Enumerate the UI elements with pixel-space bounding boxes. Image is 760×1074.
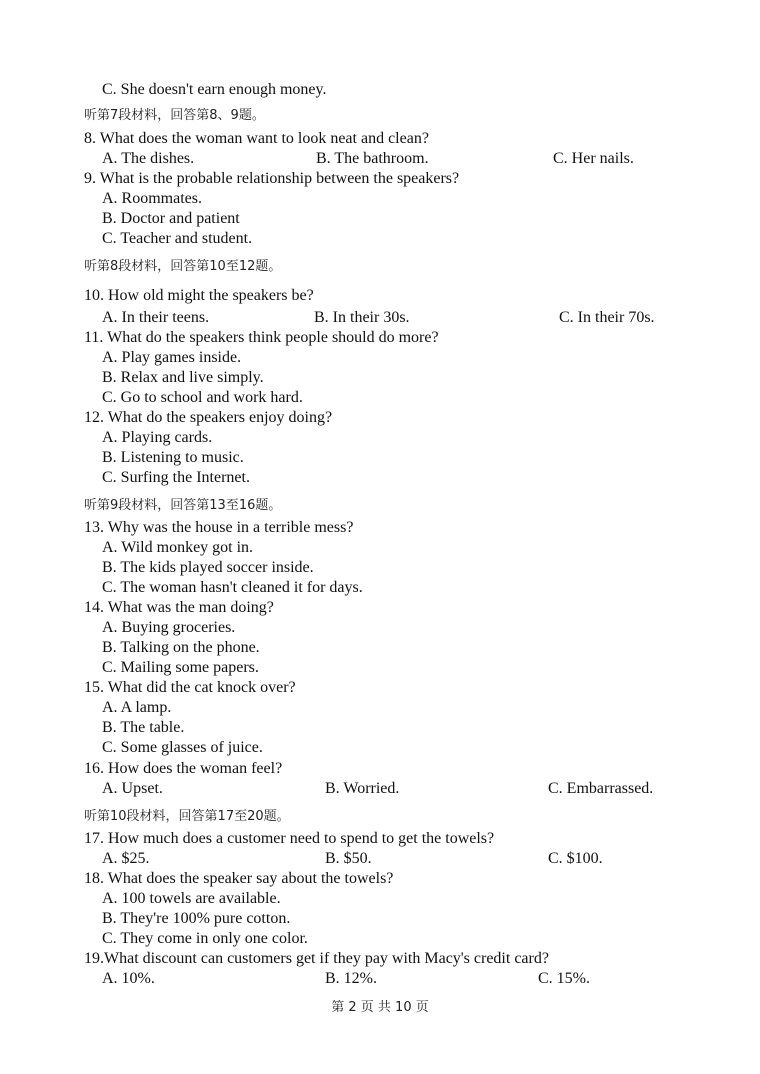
question-11: 11. What do the speakers think people should do more?: [84, 329, 439, 346]
q14-option-c: C. Mailing some papers.: [102, 659, 259, 676]
q12-option-c: C. Surfing the Internet.: [102, 469, 250, 486]
q19-option-c: C. 15%.: [538, 970, 590, 987]
q14-option-b: B. Talking on the phone.: [102, 639, 260, 656]
q13-option-a: A. Wild monkey got in.: [102, 539, 254, 556]
question-12: 12. What do the speakers enjoy doing?: [84, 409, 333, 426]
q15-option-a: A. A lamp.: [102, 699, 172, 716]
q18-option-c: C. They come in only one color.: [102, 930, 308, 947]
question-17: 17. How much does a customer need to spend to get the towels?: [84, 830, 495, 847]
q15-option-b: B. The table.: [102, 719, 185, 736]
question-13: 13. Why was the house in a terrible mess?: [84, 519, 354, 536]
q15-option-c: C. Some glasses of juice.: [102, 739, 263, 756]
section-heading-10: 听第10段材料，回答第17至20题。: [84, 809, 290, 824]
q9-option-b: B. Doctor and patient: [102, 210, 240, 227]
question-8: 8. What does the woman want to look neat and clean?: [84, 130, 429, 147]
question-14: 14. What was the man doing?: [84, 599, 274, 616]
q10-option-a: A. In their teens.: [102, 309, 210, 326]
q10-option-b: B. In their 30s.: [314, 309, 410, 326]
q9-option-c: C. Teacher and student.: [102, 230, 253, 247]
q13-option-c: C. The woman hasn't cleaned it for days.: [102, 579, 363, 596]
q18-option-a: A. 100 towels are available.: [102, 890, 281, 907]
q18-option-b: B. They're 100% pure cotton.: [102, 910, 291, 927]
q19-option-a: A. 10%.: [102, 970, 155, 987]
question-10: 10. How old might the speakers be?: [84, 287, 314, 304]
q11-option-b: B. Relax and live simply.: [102, 369, 264, 386]
question-16: 16. How does the woman feel?: [84, 760, 283, 777]
question-15: 15. What did the cat knock over?: [84, 679, 296, 696]
q16-option-c: C. Embarrassed.: [548, 780, 654, 797]
q8-option-a: A. The dishes.: [102, 150, 195, 167]
q14-option-a: A. Buying groceries.: [102, 619, 236, 636]
q11-option-c: C. Go to school and work hard.: [102, 389, 303, 406]
q16-option-a: A. Upset.: [102, 780, 163, 797]
page-footer: 第 2 页 共 10 页: [331, 1000, 429, 1015]
q8-option-c: C. Her nails.: [553, 150, 634, 167]
q17-option-c: C. $100.: [548, 850, 603, 867]
section-heading-7: 听第7段材料，回答第8、9题。: [84, 108, 265, 123]
q10-option-c: C. In their 70s.: [559, 309, 655, 326]
q9-option-a: A. Roommates.: [102, 190, 202, 207]
section-heading-9: 听第9段材料，回答第13至16题。: [84, 498, 282, 513]
q12-option-a: A. Playing cards.: [102, 429, 213, 446]
q17-option-a: A. $25.: [102, 850, 150, 867]
q19-option-b: B. 12%.: [325, 970, 377, 987]
question-9: 9. What is the probable relationship between the speakers?: [84, 170, 460, 187]
q11-option-a: A. Play games inside.: [102, 349, 242, 366]
q12-option-b: B. Listening to music.: [102, 449, 244, 466]
q6-option-c: C. She doesn't earn enough money.: [102, 81, 327, 98]
q13-option-b: B. The kids played soccer inside.: [102, 559, 314, 576]
q17-option-b: B. $50.: [325, 850, 372, 867]
section-heading-8: 听第8段材料，回答第10至12题。: [84, 259, 282, 274]
question-19: 19.What discount can customers get if they pay with Macy's credit card?: [84, 950, 549, 967]
question-18: 18. What does the speaker say about the towels?: [84, 870, 394, 887]
q8-option-b: B. The bathroom.: [316, 150, 429, 167]
q16-option-b: B. Worried.: [325, 780, 400, 797]
